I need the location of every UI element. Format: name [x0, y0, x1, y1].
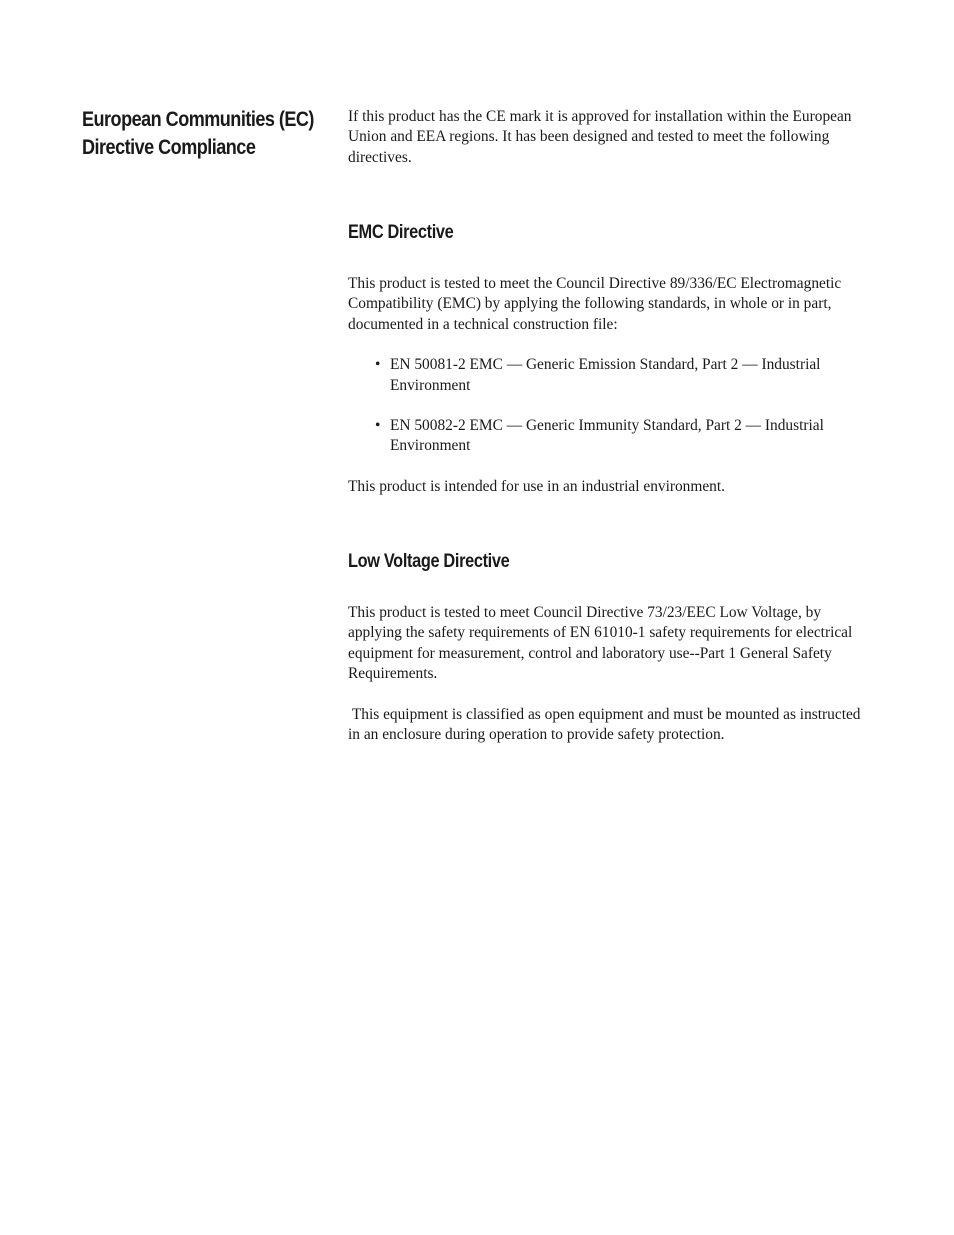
emc-heading: EMC Directive — [348, 222, 454, 243]
bullet-icon: • — [375, 356, 381, 374]
emc-standards-list — [348, 355, 868, 457]
section-heading-line-2: Directive Compliance — [82, 136, 256, 159]
section-heading — [82, 106, 314, 162]
list-item-text: EN 50081-2 EMC — Generic Emission Standard, Part 2 — Industrial Environment — [390, 356, 821, 394]
low-voltage-heading: Low Voltage Directive — [348, 551, 510, 572]
intro-block — [348, 107, 868, 168]
bullet-icon: • — [375, 417, 381, 435]
low-voltage-block — [348, 603, 868, 745]
low-voltage-paragraph-1: This product is tested to meet Council Directive 73/23/EEC Low Voltage, by applying the safety requirements of EN 61010-1 safety requirements for electrical equipment for measurement, control and laboratory use--Part 1 General Safety Requirements. — [348, 604, 853, 683]
emc-block — [348, 274, 868, 497]
list-item — [348, 355, 868, 396]
list-item — [348, 416, 868, 457]
list-item-text: EN 50082-2 EMC — Generic Immunity Standard, Part 2 — Industrial Environment — [390, 417, 824, 455]
intro-paragraph: If this product has the CE mark it is approved for installation within the European Union and EEA regions. It has been designed and tested to meet the following directives. — [348, 108, 852, 166]
emc-intro-paragraph: This product is tested to meet the Council Directive 89/336/EC Electromagnetic Compatibility (EMC) by applying the following standards, in whole or in part, documented in a technical construction file: — [348, 275, 842, 333]
low-voltage-paragraph-2: This equipment is classified as open equipment and must be mounted as instructed in an enclosure during operation to provide safety protection. — [348, 705, 865, 744]
section-heading-line-1: European Communities (EC) — [82, 108, 314, 131]
emc-closing-paragraph: This product is intended for use in an industrial environment. — [348, 477, 725, 495]
